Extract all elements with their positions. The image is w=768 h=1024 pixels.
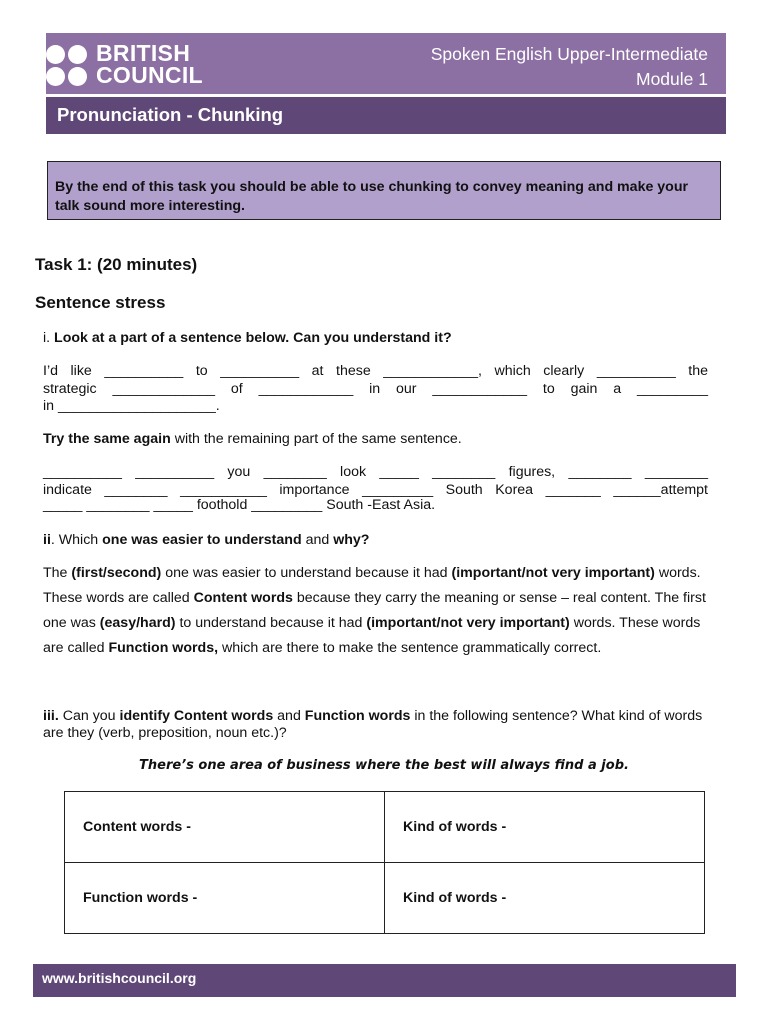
objective-box: By the end of this task you should be able to use chunking to convey meaning and make your talk sound more interesting. [47, 161, 721, 220]
gap-line: in ____________________. [43, 398, 220, 414]
kind-of-words-cell[interactable]: Kind of words - [385, 863, 705, 934]
course-name: Spoken English Upper-Intermediate [430, 44, 708, 64]
logo-wordmark: BRITISH COUNCIL [96, 40, 203, 88]
part-ii-question: ii. Which one was easier to understand and why? [43, 532, 370, 548]
british-council-logo [46, 41, 211, 87]
part-i-prompt: i. Look at a part of a sentence below. Can you understand it? [43, 330, 452, 346]
gap-line: I’d like __________ to __________ at these ____________, which clearly __________ the [43, 363, 708, 379]
footer-band [33, 964, 736, 997]
page-title: Pronunciation - Chunking [57, 104, 284, 125]
gap-line: _____ ________ _____ foothold _________ South -East Asia. [43, 497, 436, 513]
kind-of-words-cell[interactable]: Kind of words - [385, 792, 705, 863]
module-name: Module 1 [636, 69, 708, 89]
table-row [65, 863, 705, 934]
part-ii-paragraph: The (first/second) one was easier to understand because it had (important/not very important) words. These words are called Content words because they carry the meaning or sense – real content. The first one was (easy/hard) to understand because it had (important/not very important) words. These words are called Function words, which are there to make the sentence grammatically correct. [43, 565, 706, 656]
content-words-cell[interactable]: Content words - [65, 792, 385, 863]
words-table [64, 791, 705, 934]
gap-line: __________ __________ you ________ look _____ ________ figures, ________ ________ [43, 464, 708, 480]
function-words-cell[interactable]: Function words - [65, 863, 385, 934]
page-title-band [46, 97, 726, 134]
logo-dots-icon [46, 45, 90, 87]
gap-line: strategic _____________ of ____________ in our ____________ to gain a _________ [43, 381, 708, 397]
footer-link[interactable]: www.britishcouncil.org [42, 970, 197, 986]
gap-line: indicate ________ ___________ importance _________ South Korea _______ ______attempt [43, 482, 708, 498]
part-iii-question: iii. Can you identify Content words and Function words in the following sentence? What kind of words are they (verb, preposition, noun etc.)? [43, 708, 703, 741]
try-again-instruction: Try the same again with the remaining part of the same sentence. [43, 431, 462, 447]
section-heading: Sentence stress [35, 293, 166, 312]
course-info [431, 42, 708, 92]
header-band [46, 33, 726, 94]
example-sentence: There’s one area of business where the best will always find a job. [139, 758, 629, 773]
table-row [65, 792, 705, 863]
task-heading: Task 1: (20 minutes) [35, 255, 198, 274]
